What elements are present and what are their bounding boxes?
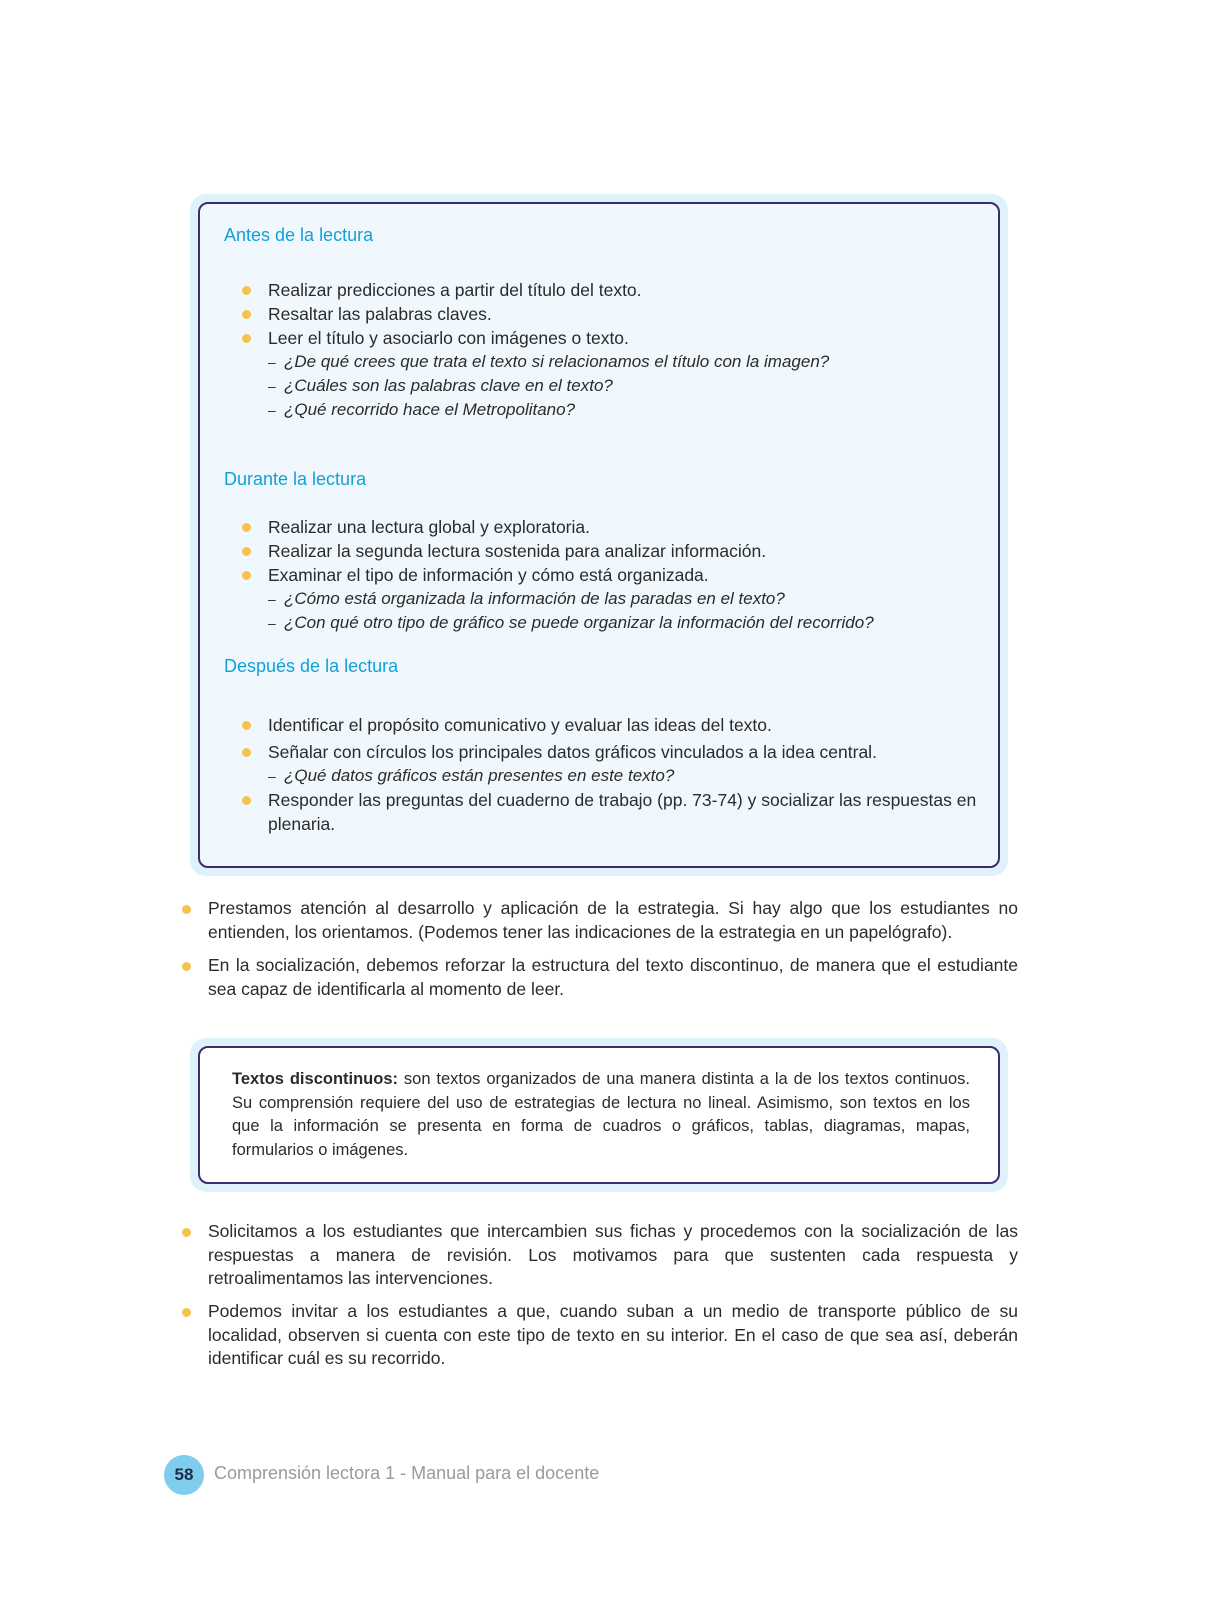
bullet-icon: [242, 796, 251, 805]
sub-list: [240, 350, 978, 422]
sub-question: – ¿Cómo está organizada la información de las paradas en el texto?: [268, 587, 978, 611]
paragraph-bullet: Solicitamos a los estudiantes que intercambien sus fichas y procedemos con la socialización de las respuestas a manera de revisión. Los motivamos para que sustenten cada respuesta y retroalimentamos las intervenciones.: [180, 1220, 1018, 1291]
section-title-durante: Durante la lectura: [224, 469, 367, 489]
paragraph-bullet: En la socialización, debemos reforzar la estructura del texto discontinuo, de manera que el estudiante sea capaz de identificarla al momento de leer.: [180, 954, 1018, 1001]
definition-box: [190, 1038, 1008, 1192]
sub-list: [240, 587, 978, 635]
list-item: Señalar con círculos los principales datos gráficos vinculados a la idea central. – ¿Qué datos gráficos están presentes en este texto?: [240, 740, 978, 788]
list-item: Resaltar las palabras claves.: [240, 302, 978, 326]
bullet-icon: [182, 1228, 191, 1237]
list-item: Responder las preguntas del cuaderno de trabajo (pp. 73-74) y socializar las respuestas en plenaria.: [240, 788, 978, 836]
bullet-icon: [242, 721, 251, 730]
definition-term: Textos discontinuos:: [232, 1070, 399, 1088]
list-item: Realizar predicciones a partir del título del texto.: [240, 278, 978, 302]
list-item: Examinar el tipo de información y cómo está organizada. – ¿Cómo está organizada la información de las paradas en el texto? – ¿Con qué otro tipo de gráfico se puede organizar la información del recorrido?: [240, 563, 978, 635]
definition-box-inner: [198, 1046, 1000, 1184]
bullet-icon: [242, 334, 251, 343]
sub-question: – ¿Qué datos gráficos están presentes en este texto?: [268, 764, 978, 788]
sub-question: – ¿Con qué otro tipo de gráfico se puede organizar la información del recorrido?: [268, 611, 978, 635]
list-despues: [240, 713, 978, 836]
section-title-antes: Antes de la lectura: [224, 225, 374, 245]
section-title-despues: Después de la lectura: [224, 656, 399, 676]
bullet-icon: [242, 286, 251, 295]
dash-icon: –: [268, 768, 276, 784]
list-antes: [240, 278, 978, 422]
footer-book-title: Comprensión lectora 1 - Manual para el docente: [214, 1463, 600, 1483]
dash-icon: –: [268, 591, 276, 607]
list-item: Realizar la segunda lectura sostenida para analizar información.: [240, 539, 978, 563]
list-item: Identificar el propósito comunicativo y evaluar las ideas del texto.: [240, 713, 978, 737]
dash-icon: –: [268, 378, 276, 394]
sub-list: [240, 764, 978, 788]
list-durante: [240, 515, 978, 635]
strategy-box-inner: [198, 202, 1000, 868]
bullet-icon: [182, 962, 191, 971]
dash-icon: –: [268, 615, 276, 631]
bullet-icon: [182, 905, 191, 914]
sub-question: – ¿Cuáles son las palabras clave en el texto?: [268, 374, 978, 398]
bullet-icon: [242, 547, 251, 556]
dash-icon: –: [268, 402, 276, 418]
list-item: Realizar una lectura global y exploratoria.: [240, 515, 978, 539]
bullet-icon: [182, 1308, 191, 1317]
paragraph-bullet: Podemos invitar a los estudiantes a que, cuando suban a un medio de transporte público de su localidad, observen si cuenta con este tipo de texto en su interior. En el caso de que sea así, deberán identificar cuál es su recorrido.: [180, 1300, 1018, 1371]
bullet-icon: [242, 748, 251, 757]
dash-icon: –: [268, 354, 276, 370]
strategy-box: [190, 194, 1008, 876]
sub-question: – ¿De qué crees que trata el texto si relacionamos el título con la imagen?: [268, 350, 978, 374]
bullet-icon: [242, 571, 251, 580]
bullet-icon: [242, 523, 251, 532]
list-item: Leer el título y asociarlo con imágenes o texto. – ¿De qué crees que trata el texto si relacionamos el título con la imagen? – ¿Cuáles son las palabras clave en el texto? – ¿Qué recorrido hace el Metropolitano?: [240, 326, 978, 422]
page-number: 58: [164, 1455, 204, 1495]
bullet-icon: [242, 310, 251, 319]
paragraph-bullet: Prestamos atención al desarrollo y aplicación de la estrategia. Si hay algo que los estudiantes no entienden, los orientamos. (Podemos tener las indicaciones de la estrategia en un papelógrafo).: [180, 897, 1018, 944]
sub-question: – ¿Qué recorrido hace el Metropolitano?: [268, 398, 978, 422]
definition-text: Textos discontinuos: son textos organizados de una manera distinta a la de los textos continuos. Su comprensión requiere del uso de estrategias de lectura no lineal. Asimismo, son textos en los que la información se presenta en forma de cuadros o gráficos, tablas, diagramas, mapas, formularios o imágenes.: [232, 1070, 970, 1159]
